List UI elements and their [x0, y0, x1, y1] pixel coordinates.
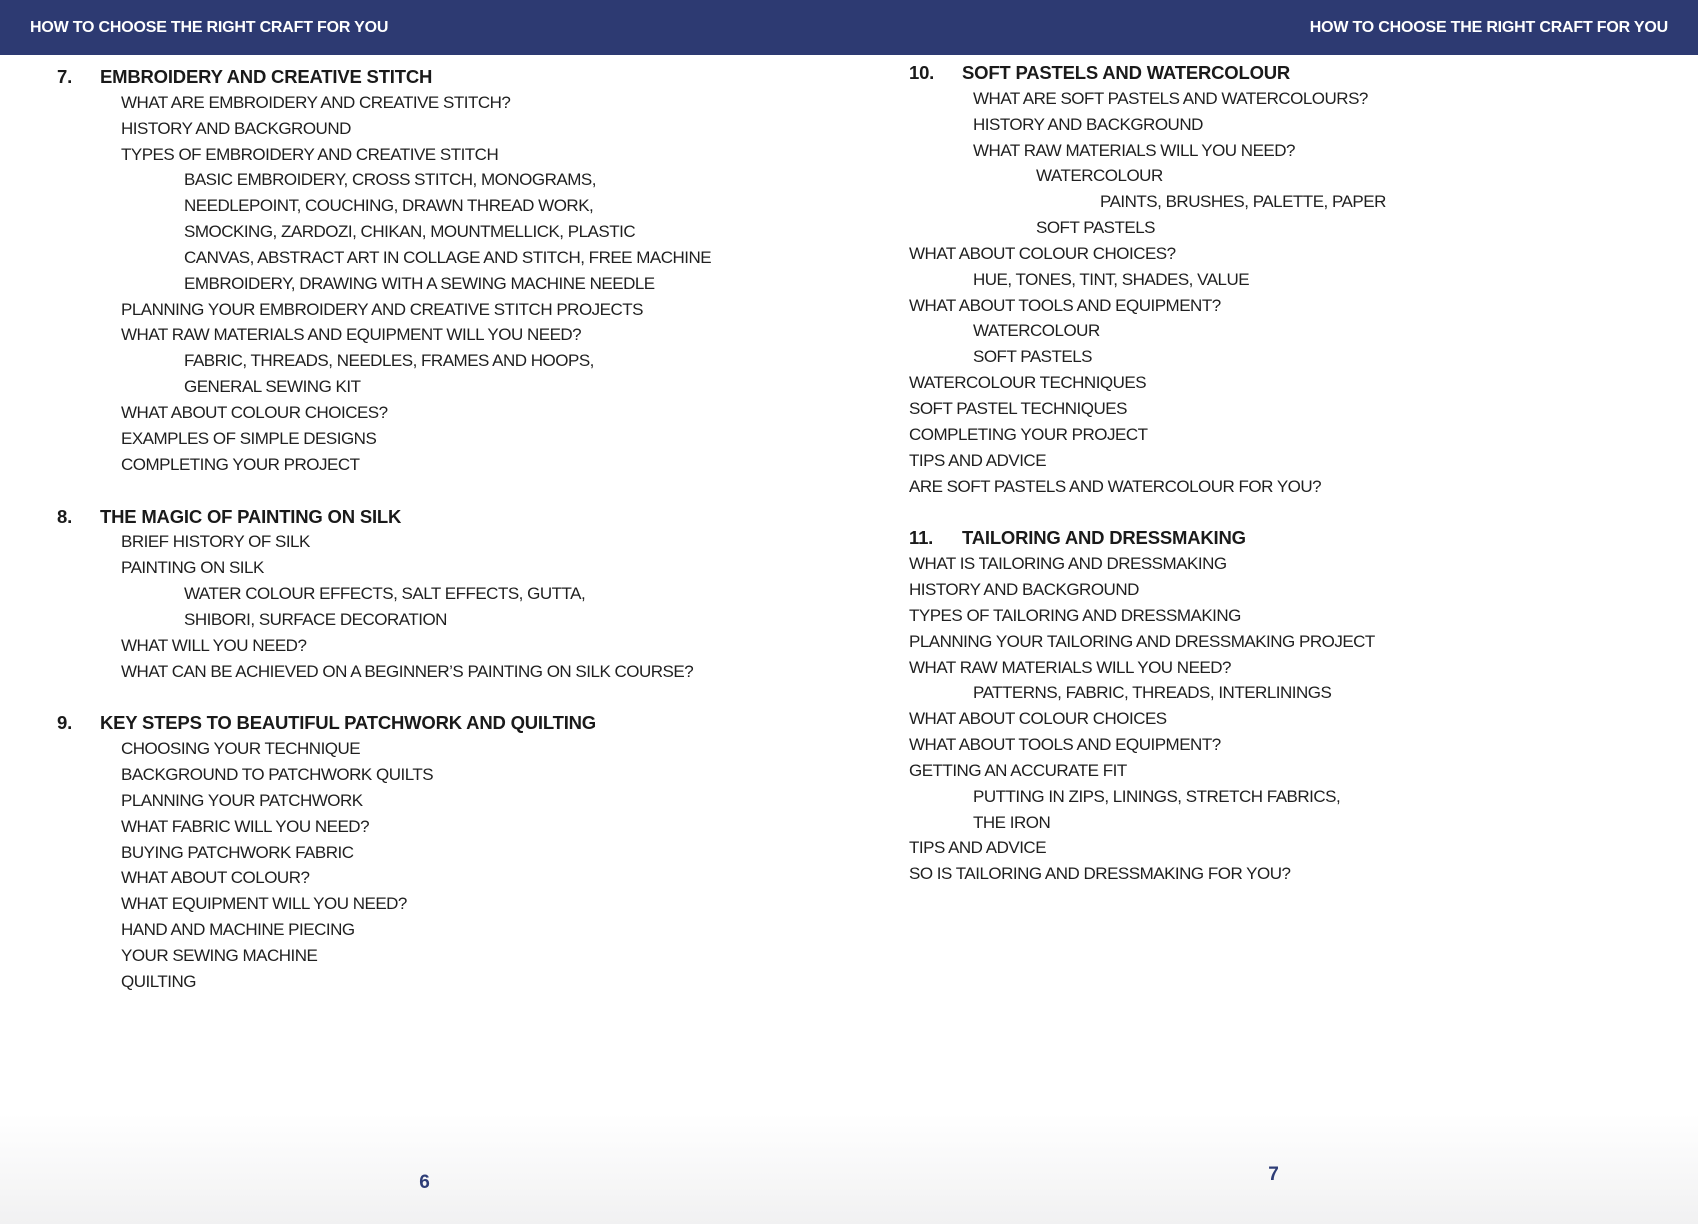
toc-left — [57, 64, 849, 995]
section-number: 9. — [57, 712, 73, 734]
toc-section — [909, 525, 1698, 887]
toc-item: PLANNING YOUR PATCHWORK — [121, 790, 363, 810]
toc-item: WHAT RAW MATERIALS AND EQUIPMENT WILL YOU NEED? — [121, 325, 582, 345]
toc-item: COMPLETING YOUR PROJECT — [909, 424, 1148, 444]
toc-item: PAINTING ON SILK — [121, 558, 264, 578]
toc-item: WHAT ARE SOFT PASTELS AND WATERCOLOURS? — [973, 88, 1368, 108]
page-number-right: 7 — [1268, 1164, 1279, 1185]
section-number: 10. — [909, 62, 935, 83]
toc-item: WHAT ABOUT TOOLS AND EQUIPMENT? — [909, 295, 1221, 315]
toc-item: HAND AND MACHINE PIECING — [121, 920, 355, 940]
section-number: 7. — [57, 66, 73, 87]
toc-item: TYPES OF TAILORING AND DRESSMAKING — [909, 605, 1241, 625]
toc-item: YOUR SEWING MACHINE — [121, 946, 318, 965]
toc-item: EMBROIDERY, DRAWING WITH A SEWING MACHINE NEEDLE — [184, 273, 655, 293]
toc-item: WHAT CAN BE ACHIEVED ON A BEGINNER’S PAINTING ON SILK COURSE? — [121, 661, 694, 681]
toc-item: WHAT ARE EMBROIDERY AND CREATIVE STITCH? — [121, 92, 511, 112]
toc-item: NEEDLEPOINT, COUCHING, DRAWN THREAD WORK, — [184, 196, 594, 216]
toc-item: SOFT PASTELS — [973, 347, 1093, 367]
header-title-left: HOW TO CHOOSE THE RIGHT CRAFT FOR YOU — [30, 18, 389, 36]
toc-section — [909, 60, 1698, 499]
toc-item: CANVAS, ABSTRACT ART IN COLLAGE AND STITCH, FREE MACHINE — [184, 247, 712, 267]
toc-item: WHAT RAW MATERIALS WILL YOU NEED? — [909, 657, 1231, 677]
toc-item: TIPS AND ADVICE — [909, 838, 1047, 858]
toc-item: ARE SOFT PASTELS AND WATERCOLOUR FOR YOU? — [909, 476, 1322, 496]
toc-item: WATER COLOUR EFFECTS, SALT EFFECTS, GUTTA, — [184, 584, 586, 604]
toc-item: WHAT EQUIPMENT WILL YOU NEED? — [121, 894, 407, 914]
toc-item: QUILTING — [121, 971, 197, 991]
toc-item: GENERAL SEWING KIT — [184, 377, 361, 397]
toc-item: SOFT PASTEL TECHNIQUES — [909, 398, 1127, 418]
toc-item: SMOCKING, ZARDOZI, CHIKAN, MOUNTMELLICK, PLASTIC — [184, 222, 636, 242]
toc-item: PATTERNS, FABRIC, THREADS, INTERLININGS — [973, 683, 1332, 703]
section-title: TAILORING AND DRESSMAKING — [962, 527, 1246, 549]
section-heading — [57, 710, 849, 736]
section-number: 11. — [909, 527, 934, 549]
toc-item: HISTORY AND BACKGROUND — [121, 118, 351, 138]
page-number-left: 6 — [419, 1172, 430, 1193]
toc-item: BUYING PATCHWORK FABRIC — [121, 842, 354, 862]
toc-right — [909, 60, 1698, 887]
toc-item: COMPLETING YOUR PROJECT — [121, 454, 360, 474]
toc-item: SHIBORI, SURFACE DECORATION — [184, 609, 447, 629]
toc-item: PAINTS, BRUSHES, PALETTE, PAPER — [1100, 192, 1386, 212]
toc-item: WHAT FABRIC WILL YOU NEED? — [121, 816, 370, 836]
toc-item: TYPES OF EMBROIDERY AND CREATIVE STITCH — [121, 144, 499, 164]
toc-item: WHAT ABOUT COLOUR CHOICES? — [909, 243, 1176, 263]
toc-item: PUTTING IN ZIPS, LININGS, STRETCH FABRICS, — [973, 786, 1341, 806]
toc-item: WHAT WILL YOU NEED? — [121, 635, 307, 655]
toc-item: GETTING AN ACCURATE FIT — [909, 760, 1127, 780]
toc-item: BRIEF HISTORY OF SILK — [121, 532, 310, 552]
toc-item: PLANNING YOUR TAILORING AND DRESSMAKING PROJECT — [909, 631, 1375, 651]
toc-item: WATERCOLOUR — [1036, 166, 1163, 186]
toc-item: HISTORY AND BACKGROUND — [909, 580, 1139, 600]
toc-item: FABRIC, THREADS, NEEDLES, FRAMES AND HOOPS, — [184, 351, 594, 371]
section-heading — [909, 525, 1698, 551]
toc-item: BASIC EMBROIDERY, CROSS STITCH, MONOGRAMS, — [184, 170, 596, 190]
toc-item: HISTORY AND BACKGROUND — [973, 114, 1203, 134]
section-title: SOFT PASTELS AND WATERCOLOUR — [962, 62, 1291, 83]
section-number: 8. — [57, 505, 73, 527]
toc-item: WHAT ABOUT TOOLS AND EQUIPMENT? — [909, 735, 1221, 755]
section-heading — [57, 504, 849, 530]
toc-item: WHAT IS TAILORING AND DRESSMAKING — [909, 554, 1227, 574]
toc-item: BACKGROUND TO PATCHWORK QUILTS — [121, 765, 434, 785]
toc-item: CHOOSING YOUR TECHNIQUE — [121, 739, 361, 759]
toc-section — [57, 504, 849, 685]
toc-section — [57, 64, 849, 478]
section-title: KEY STEPS TO BEAUTIFUL PATCHWORK AND QUILTING — [100, 712, 596, 734]
toc-item: WHAT ABOUT COLOUR CHOICES? — [121, 402, 388, 422]
toc-item: WHAT ABOUT COLOUR CHOICES — [909, 709, 1167, 729]
page-right — [849, 55, 1698, 1224]
toc-item: SOFT PASTELS — [1036, 218, 1156, 238]
section-title: THE MAGIC OF PAINTING ON SILK — [100, 505, 402, 527]
section-title: EMBROIDERY AND CREATIVE STITCH — [100, 66, 433, 87]
toc-item: TIPS AND ADVICE — [909, 450, 1047, 470]
section-heading — [57, 64, 849, 90]
section-heading — [909, 60, 1698, 86]
toc-section — [57, 710, 849, 994]
toc-item: THE IRON — [973, 812, 1051, 832]
page-left — [0, 55, 849, 1224]
toc-item: SO IS TAILORING AND DRESSMAKING FOR YOU? — [909, 864, 1291, 884]
toc-item: PLANNING YOUR EMBROIDERY AND CREATIVE STITCH PROJECTS — [121, 299, 644, 319]
header-title-right: HOW TO CHOOSE THE RIGHT CRAFT FOR YOU — [1309, 18, 1668, 36]
toc-item: WHAT ABOUT COLOUR? — [121, 868, 310, 888]
toc-item: WHAT RAW MATERIALS WILL YOU NEED? — [973, 140, 1295, 160]
toc-item: EXAMPLES OF SIMPLE DESIGNS — [121, 428, 377, 448]
toc-item: WATERCOLOUR TECHNIQUES — [909, 373, 1147, 393]
header-bar — [0, 0, 1698, 55]
toc-item: WATERCOLOUR — [973, 321, 1100, 341]
toc-item: HUE, TONES, TINT, SHADES, VALUE — [973, 269, 1250, 289]
